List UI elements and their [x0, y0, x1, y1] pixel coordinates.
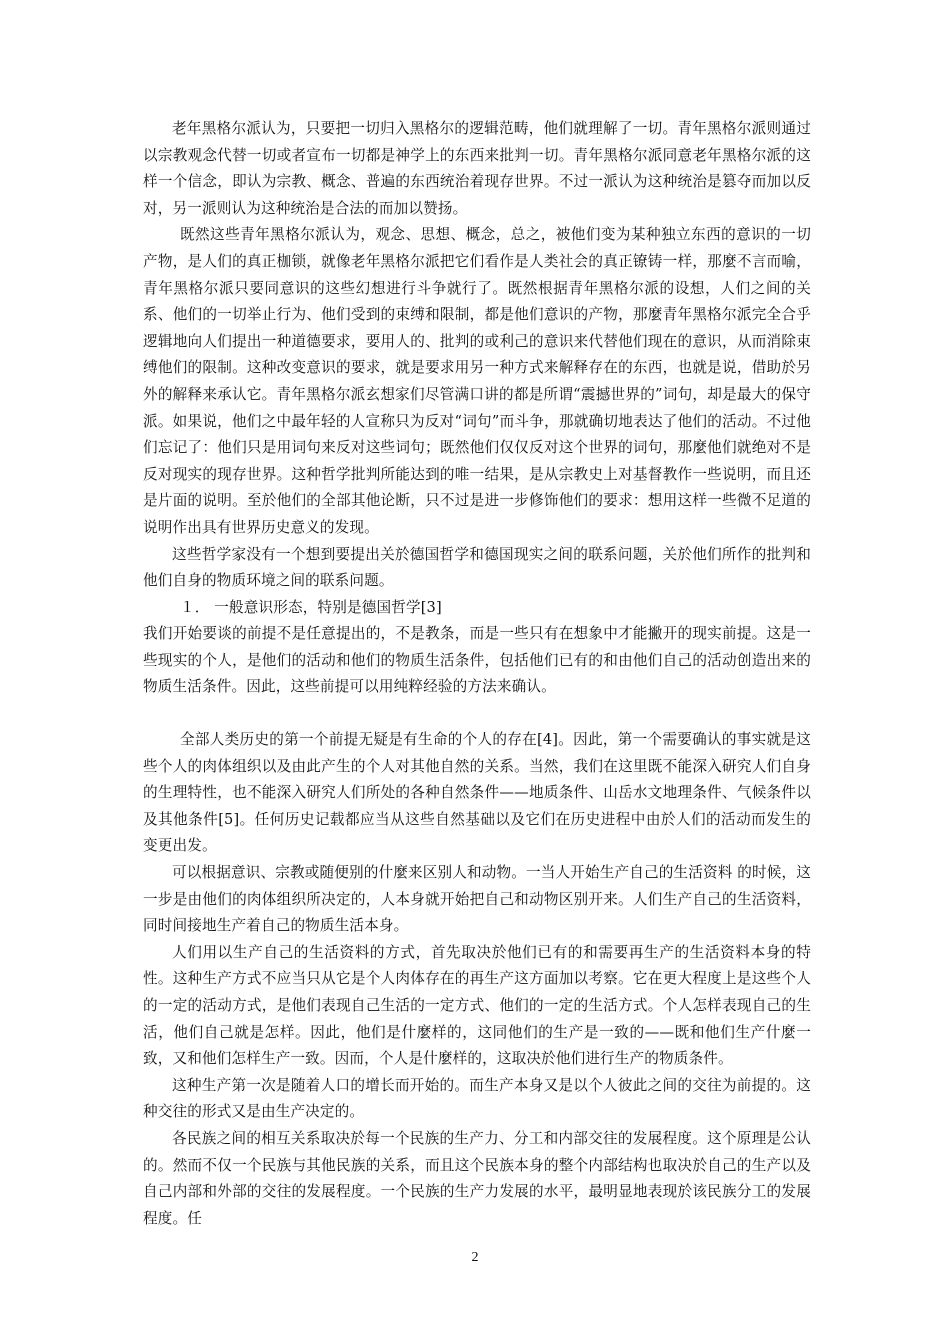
paragraph-national-relations: 各民族之间的相互关系取决於每一个民族的生产力、分工和内部交往的发展程度。这个原理是公认的。然而不仅一个民族与其他民族的关系，而且这个民族本身的整个内部结构也取决於自己的生产以及自己内部和外部的交往的发展程度。一个民族的生产力发展的水平，最明显地表现於该民族分工的发展程度。任 — [143, 1129, 811, 1227]
paragraph-spacer — [143, 701, 811, 727]
page-number: 2 — [471, 1250, 479, 1265]
paragraph-young-hegelian-critique: 既然这些青年黑格尔派认为，观念、思想、概念，总之，被他们变为某种独立东西的意识的一切产物，是人们的真正枷锁，就像老年黑格尔派把它们看作是人类社会的真正镣铸一样，那麼不言而喻，青年黑格尔派只要同意识的这些幻想进行斗争就行了。既然根据青年黑格尔派的设想，人们之间的关系、他们的一切举止行为、他们受到的束缚和限制，都是他们意识的产物，那麼青年黑格尔派完全合乎逻辑地向人们提出一种道德要求，要用人的、批判的或利己的意识来代替他们现在的意识，从而消除束缚他们的限制。这种改变意识的要求，就是要求用另一种方式来解释存在的东西，也就是说，借助於另外的解释来承认它。青年黑格尔派玄想家们尽管满口讲的都是所谓“震撼世界的”词句，却是最大的保守派。如果说，他们之中最年轻的人宣称只为反对“词句”而斗争，那就确切地表达了他们的活动。不过他们忘记了：他们只是用词句来反对这些词句；既然他们仅仅反对这个世界的词句，那麼他们就绝对不是反对现实的现存世界。这种哲学批判所能达到的唯一结果，是从宗教史上对基督教作一些说明，而且还是片面的说明。至於他们的全部其他论断，只不过是进一步修饰他们的要求：想用这样一些微不足道的说明作出具有世界历史意义的发现。 — [143, 226, 811, 536]
paragraph-man-and-animals: 可以根据意识、宗教或随便别的什麼来区别人和动物。一当人开始生产自己的生活资料 的时候，这一步是由他们的肉体组织所决定的，人本身就开始把自己和动物区别开来。人们生产自己的生活资料，同时间接地生产着自己的物质生活本身。 — [143, 864, 811, 935]
paragraph-first-premise: 全部人类历史的第一个前提无疑是有生命的个人的存在[4]。因此，第一个需要确认的事实就是这些个人的肉体组织以及由此产生的个人对其他自然的关系。当然，我们在这里既不能深入研究人们自身的生理特性，也不能深入研究人们所处的各种自然条件——地质条件、山岳水文地理条件、气候条件以及其他条件[5]。任何历史记载都应当从这些自然基础以及它们在历史进程中由於人们的活动而发生的变更出发。 — [143, 731, 811, 855]
paragraph-philosophers-question: 这些哲学家没有一个想到要提出关於德国哲学和德国现实之间的联系问题，关於他们所作的批判和他们自身的物质环境之间的联系问题。 — [143, 545, 811, 590]
body-text — [143, 116, 811, 1232]
paragraph-premises: 我们开始要谈的前提不是任意提出的，不是教条，而是一些只有在想象中才能撇开的现实前提。这是一些现实的个人，是他们的活动和他们的物质生活条件，包括他们已有的和由他们自己的活动创造出来的物质生活条件。因此，这些前提可以用纯粹经验的方法来确认。 — [143, 625, 811, 696]
paragraph-old-young-hegelians: 老年黑格尔派认为，只要把一切归入黑格尔的逻辑范畴，他们就理解了一切。青年黑格尔派则通过以宗教观念代替一切或者宣布一切都是神学上的东西来批判一切。青年黑格尔派同意老年黑格尔派的这样一个信念，即认为宗教、概念、普遍的东西统治着现存世界。不过一派认为这种统治是篡夺而加以反对，另一派则认为这种统治是合法的而加以赞扬。 — [143, 120, 811, 217]
paragraph-population-growth: 这种生产第一次是随着人口的增长而开始的。而生产本身又是以个人彼此之间的交往为前提的。这种交往的形式又是由生产决定的。 — [143, 1076, 811, 1121]
section-heading: １． 一般意识形态，特别是德国哲学[3] — [180, 598, 442, 616]
paragraph-mode-of-production: 人们用以生产自己的生活资料的方式，首先取决於他们已有的和需要再生产的生活资料本身的特性。这种生产方式不应当只从它是个人肉体存在的再生产这方面加以考察。它在更大程度上是这些个人的一定的活动方式，是他们表现自己生活的一定方式、他们的一定的生活方式。个人怎样表现自己的生活，他们自己就是怎样。因此，他们是什麼样的，这同他们的生产是一致的——既和他们生产什麼一致，又和他们怎样生产一致。因而，个人是什麼样的，这取决於他们进行生产的物质条件。 — [143, 943, 811, 1068]
